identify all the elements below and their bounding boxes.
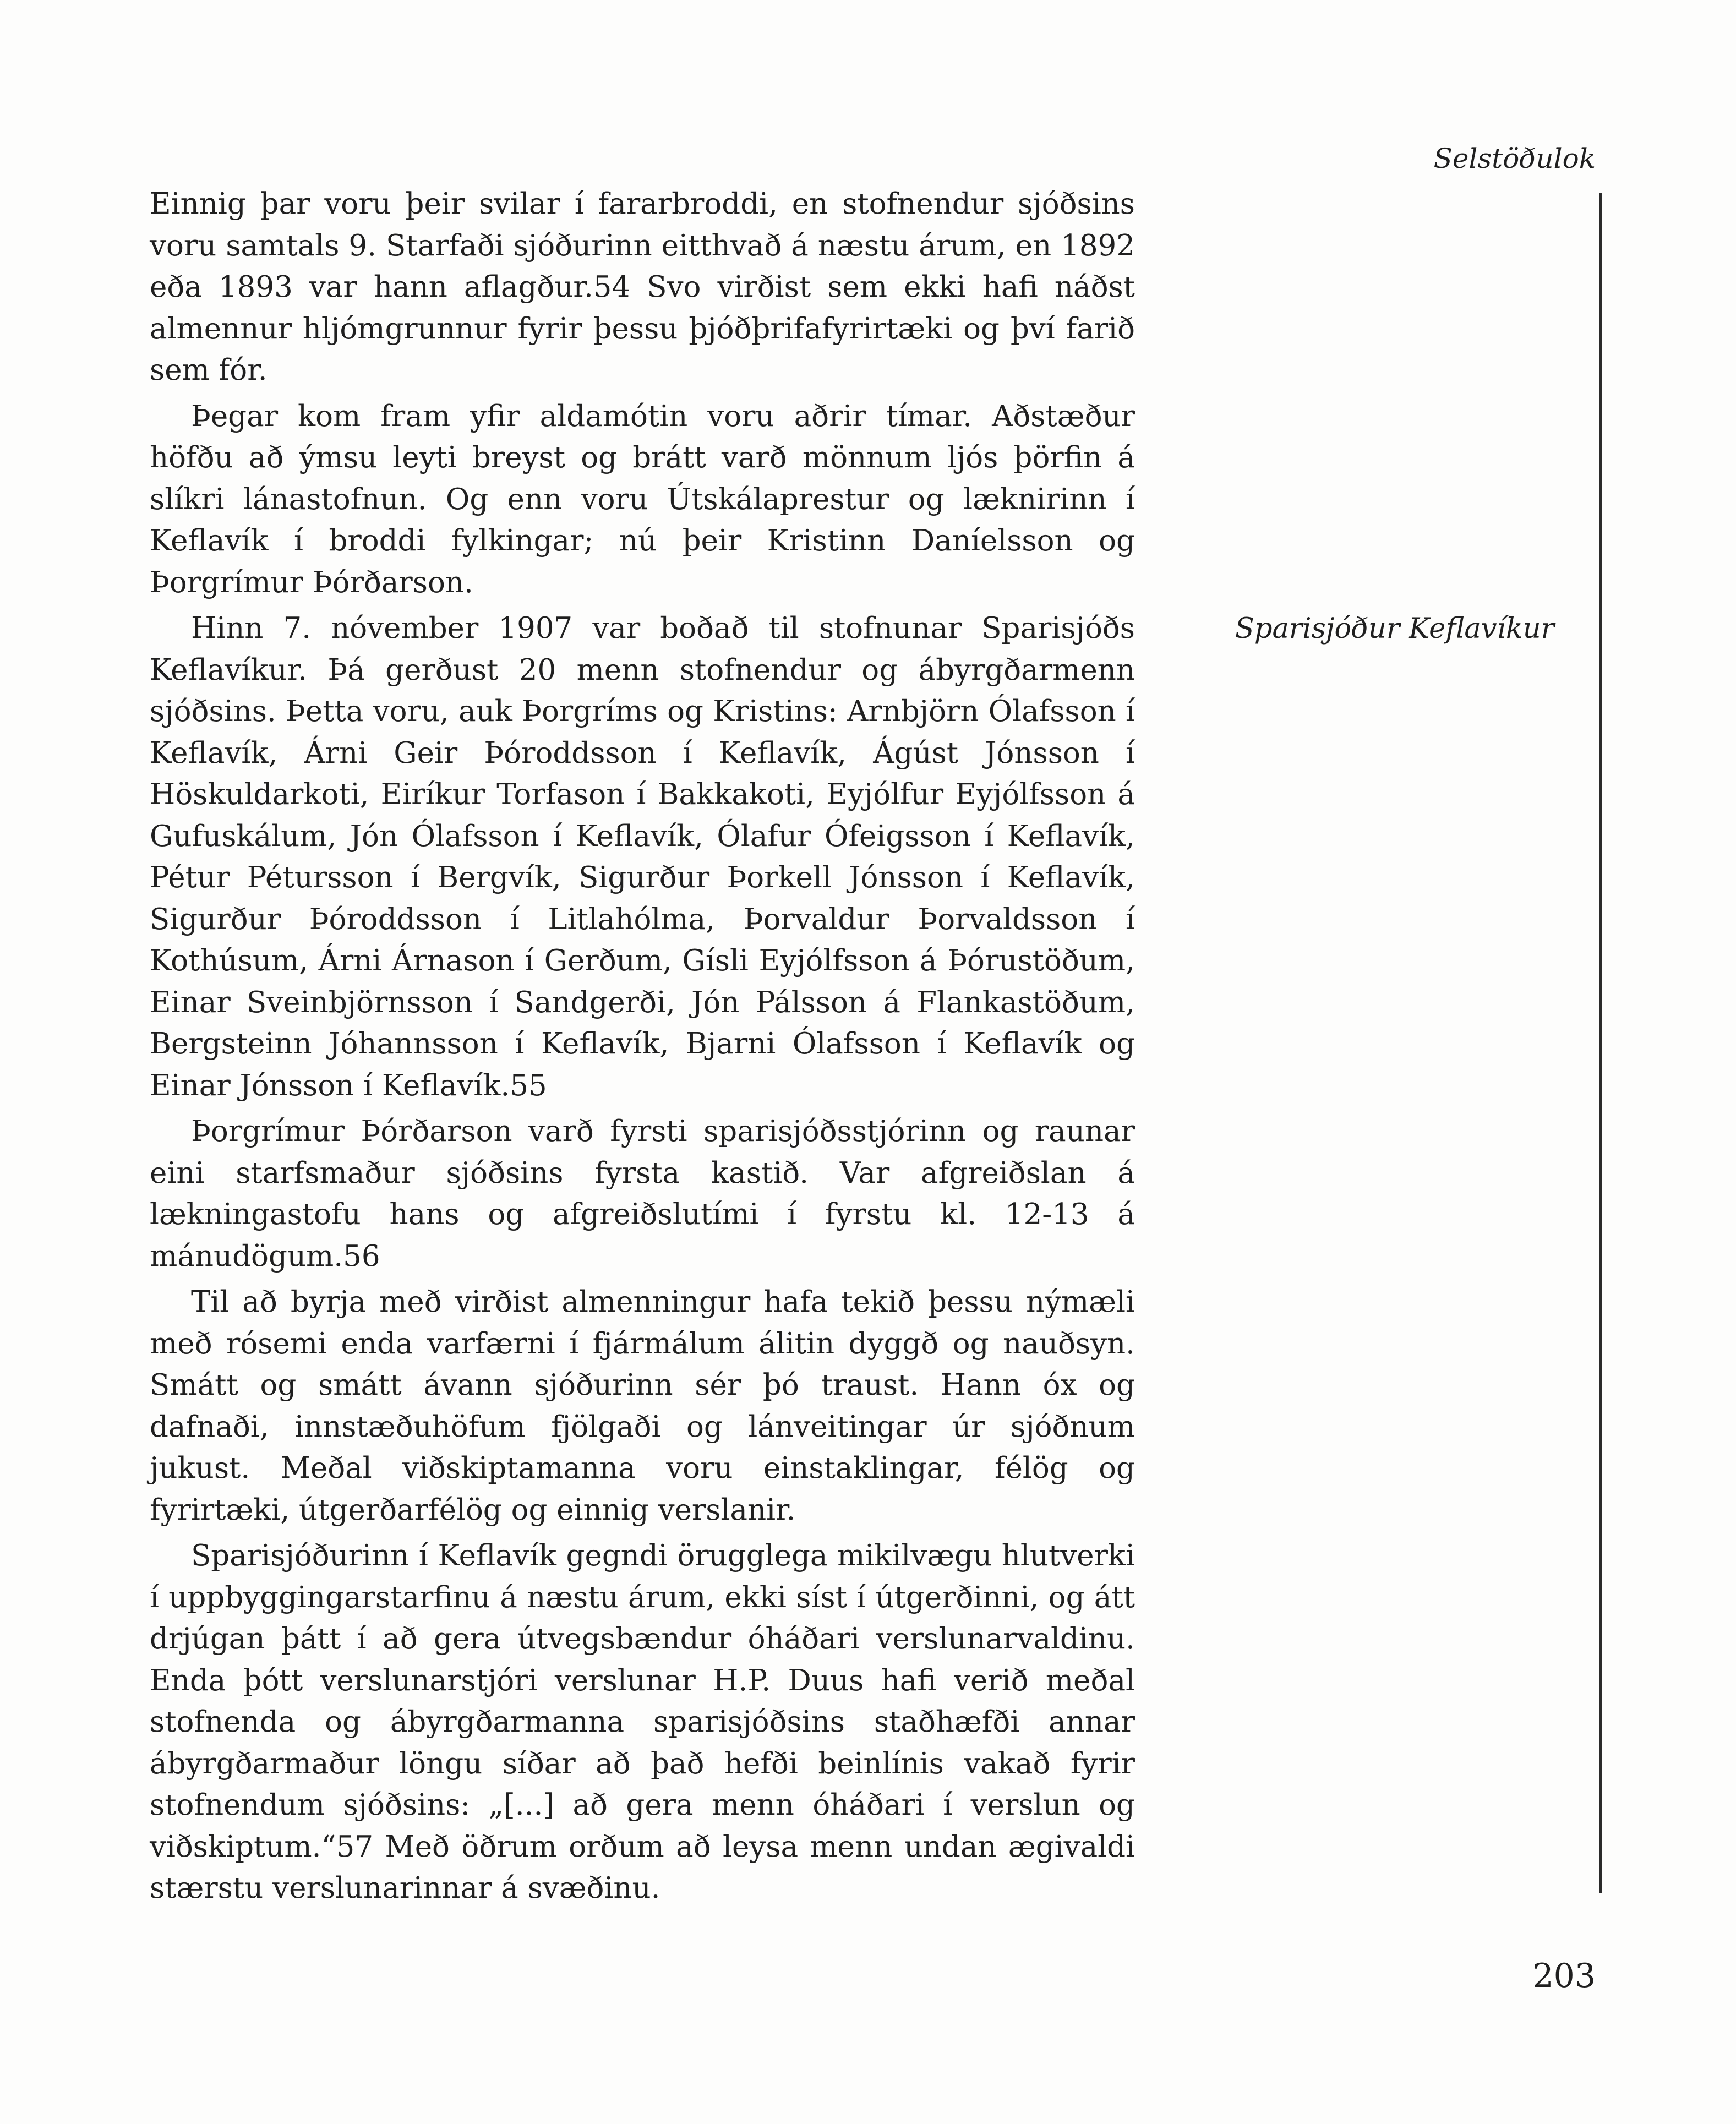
side-note-heading: Sparisjóður Keflavíkur — [1235, 613, 1554, 645]
paragraph: Þegar kom fram yfir aldamótin voru aðrir tímar. Aðstæður höfðu að ýmsu leyti breyst og brátt varð mönnum ljós þörfin á slíkri lánastofnun. Og enn voru Útskálaprestur og læknirinn í Keflavík í broddi fylkingar; nú þeir Kristinn Daníelsson og Þorgrímur Þórðarson. — [150, 399, 1135, 599]
body-text — [150, 183, 1135, 1914]
paragraph: Þorgrímur Þórðarson varð fyrsti sparisjóðsstjórinn og raunar eini starfsmaður sjóðsins fyrsta kastið. Var afgreiðslan á lækningastofu hans og afgreiðslutími í fyrstu kl. 12-13 á mánudögum.56 — [150, 1115, 1135, 1273]
paragraph: Hinn 7. nóvember 1907 var boðað til stofnunar Sparisjóðs Keflavíkur. Þá gerðust 20 menn stofnendur og ábyrgðarmenn sjóðsins. Þetta voru, auk Þorgríms og Kristins: Arnbjörn Ólafsson í Keflavík, Árni Geir Þóroddsson í Keflavík, Ágúst Jónsson í Höskuldarkoti, Eiríkur Torfason í Bakkakoti, Eyjólfur Eyjólfsson á Gufuskálum, Jón Ólafsson í Keflavík, Ólafur Ófeigsson í Keflavík, Pétur Pétursson í Bergvík, Sigurður Þorkell Jónsson í Keflavík, Sigurður Þóroddsson í Litlahólma, Þorvaldur Þorvaldsson í Kothúsum, Árni Árnason í Gerðum, Gísli Eyjólfsson á Þórustöðum, Einar Sveinbjörnsson í Sandgerði, Jón Pálsson á Flankastöðum, Bergsteinn Jóhannsson í Keflavík, Bjarni Ólafsson í Keflavík og Einar Jónsson í Keflavík.55 — [150, 611, 1135, 1102]
paragraph: Sparisjóðurinn í Keflavík gegndi örugglega mikilvægu hlutverki í uppbyggingarstarfinu á næstu árum, ekki síst í útgerðinni, og átt drjúgan þátt í að gera útvegsbændur óháðari verslunarvaldinu. Enda þótt verslunarstjóri verslunar H.P. Duus hafi verið meðal stofnenda og ábyrgðarmanna sparisjóðsins staðhæfði annar ábyrgðarmaður löngu síðar að það hefði beinlínis vakað fyrir stofnendum sjóðsins: „[...] að gera menn óháðari í verslun og viðskiptum.“57 Með öðrum orðum að leysa menn undan ægivaldi stærstu verslunarinnar á svæðinu. — [150, 1539, 1135, 1905]
page-number: 203 — [1532, 1957, 1596, 1995]
running-head: Selstöðulok — [1433, 143, 1596, 174]
paragraph: Einnig þar voru þeir svilar í fararbroddi, en stofnendur sjóðsins voru samtals 9. Starfaði sjóðurinn eitthvað á næstu árum, en 1892 eða 1893 var hann aflagður.54 Svo virðist sem ekki hafi náðst almennur hljómgrunnur fyrir þessu þjóðþrifafyrirtæki og því farið sem fór. — [150, 187, 1135, 387]
margin-rule — [1599, 193, 1602, 1893]
paragraph: Til að byrja með virðist almenningur hafa tekið þessu nýmæli með rósemi enda varfærni í fjármálum álitin dyggð og nauðsyn. Smátt og smátt ávann sjóðurinn sér þó traust. Hann óx og dafnaði, innstæðuhöfum fjölgaði og lánveitingar úr sjóðnum jukust. Meðal viðskiptamanna voru einstaklingar, félög og fyrirtæki, útgerðarfélög og einnig verslanir. — [150, 1285, 1135, 1527]
